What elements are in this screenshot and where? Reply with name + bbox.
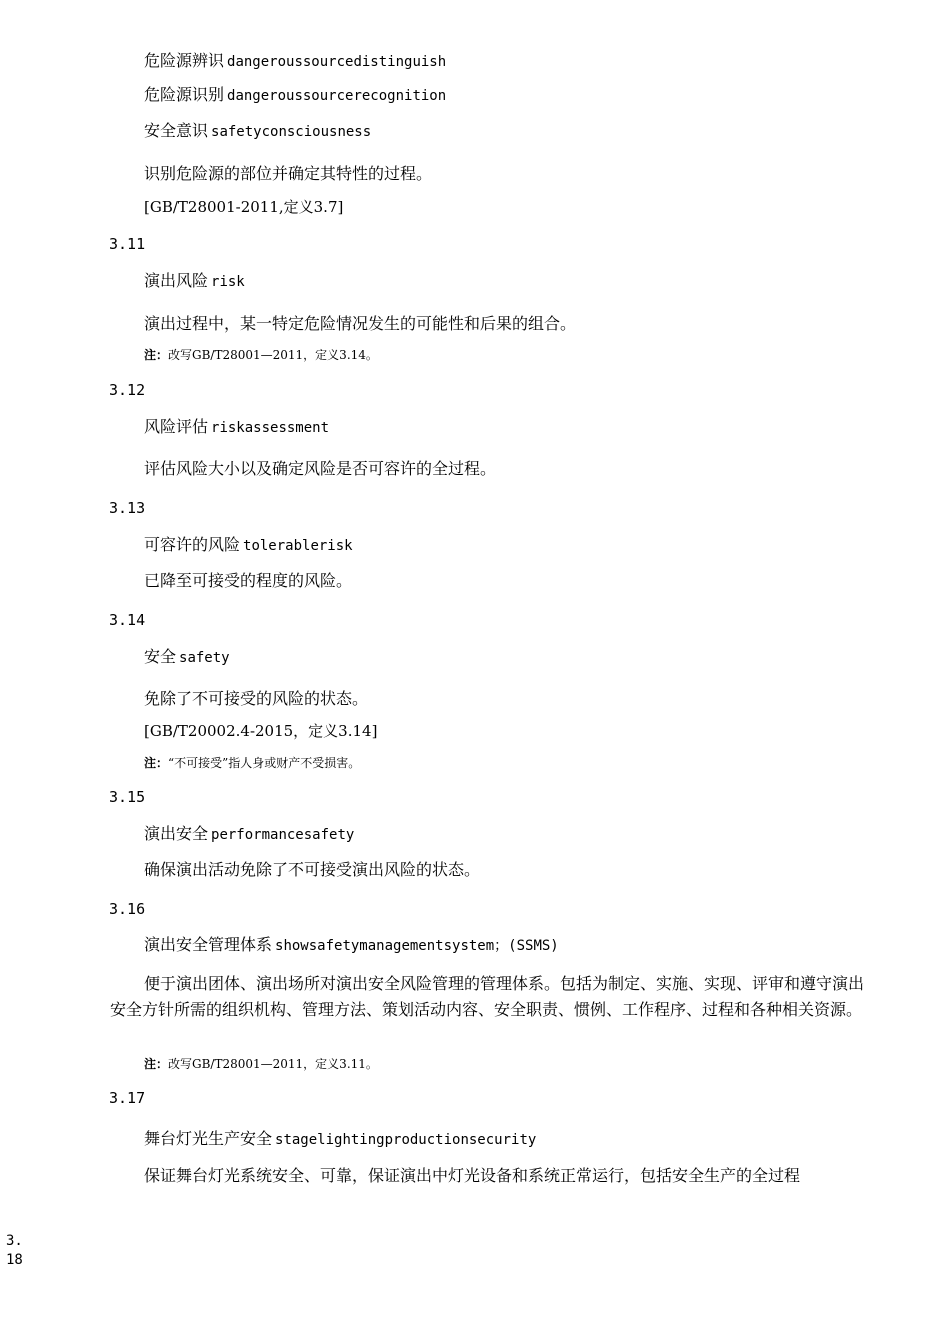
note-safety <box>144 754 360 772</box>
clause-number: 3.17 <box>109 1089 146 1107</box>
clause-number: 3.13 <box>109 499 146 517</box>
source-safety: [GB/T20002.4-2015，定义3.14] <box>144 722 378 740</box>
term-safety-consciousness <box>144 121 371 142</box>
term-zh: 演出风险 <box>144 271 209 290</box>
note-label: 注： <box>144 756 169 770</box>
term-en: dangeroussourcerecognition <box>227 88 447 104</box>
note-text: 改写GB/T28001—2011，定义3.11。 <box>168 1057 378 1071</box>
clause-number: 3.14 <box>109 611 146 629</box>
term-en: performancesafety <box>211 827 355 843</box>
term-zh: 安全 <box>144 647 177 666</box>
clause-number: 3.15 <box>109 788 146 806</box>
definition-hazard: 识别危险源的部位并确定其特性的过程。 <box>144 164 433 183</box>
term-en: risk <box>211 274 245 290</box>
term-en: safety <box>179 650 230 666</box>
term-en: safetyconsciousness <box>211 124 372 140</box>
clause-number: 3.12 <box>109 381 146 399</box>
note-label: 注： <box>144 1057 169 1071</box>
term-en: dangeroussourcedistinguish <box>227 54 447 70</box>
term-en: stagelightingproductionsecurity <box>275 1132 537 1148</box>
term-zh: 演出安全管理体系 <box>144 935 273 954</box>
term-performance-safety <box>144 824 354 845</box>
definition-performance-safety: 确保演出活动免除了不可接受演出风险的状态。 <box>144 860 481 879</box>
term-ssms <box>144 935 559 956</box>
definition-safety: 免除了不可接受的风险的状态。 <box>144 689 369 708</box>
clause-number-3-18-part2: 18 <box>6 1252 23 1268</box>
definition-ssms: 便于演出团体、演出场所对演出安全风险管理的管理体系。包括为制定、实施、实现、评审和遵守演出安全方针所需的组织机构、管理方法、策划活动内容、安全职责、惯例、工作程序、过程和各种相关资源。 <box>110 974 865 1019</box>
term-en: showsafetymanagementsystem；(SSMS) <box>275 938 559 954</box>
term-hazard-recognition <box>144 85 446 106</box>
note-text: “不可接受”指人身或财产不受损害。 <box>168 756 361 770</box>
term-safety <box>144 647 230 668</box>
definition-tolerable-risk: 已降至可接受的程度的风险。 <box>144 571 353 590</box>
term-en: riskassessment <box>211 420 330 436</box>
term-zh: 危险源辨识 <box>144 51 225 70</box>
term-stage-lighting <box>144 1129 536 1150</box>
term-zh: 风险评估 <box>144 417 209 436</box>
term-zh: 危险源识别 <box>144 85 225 104</box>
clause-number-3-18-part1: 3. <box>6 1233 23 1249</box>
term-zh: 舞台灯光生产安全 <box>144 1129 273 1148</box>
clause-number: 3.11 <box>109 235 146 253</box>
term-risk <box>144 271 245 292</box>
source-hazard: [GB/T28001-2011,定义3.7] <box>144 198 344 216</box>
definition-risk: 演出过程中，某一特定危险情况发生的可能性和后果的组合。 <box>144 314 577 333</box>
definition-stage-lighting: 保证舞台灯光系统安全、可靠，保证演出中灯光设备和系统正常运行，包括安全生产的全过程 <box>144 1166 801 1185</box>
term-en: tolerablerisk <box>243 538 353 554</box>
clause-number: 3.16 <box>109 900 146 918</box>
note-risk <box>144 346 378 364</box>
term-tolerable-risk <box>144 535 353 556</box>
term-zh: 安全意识 <box>144 121 209 140</box>
note-text: 改写GB/T28001—2011，定义3.14。 <box>168 348 378 362</box>
term-hazard-distinguish <box>144 51 446 72</box>
note-label: 注： <box>144 348 169 362</box>
term-risk-assessment <box>144 417 329 438</box>
definition-risk-assessment: 评估风险大小以及确定风险是否可容许的全过程。 <box>144 459 497 478</box>
term-zh: 可容许的风险 <box>144 535 241 554</box>
term-zh: 演出安全 <box>144 824 209 843</box>
note-ssms <box>144 1055 378 1073</box>
